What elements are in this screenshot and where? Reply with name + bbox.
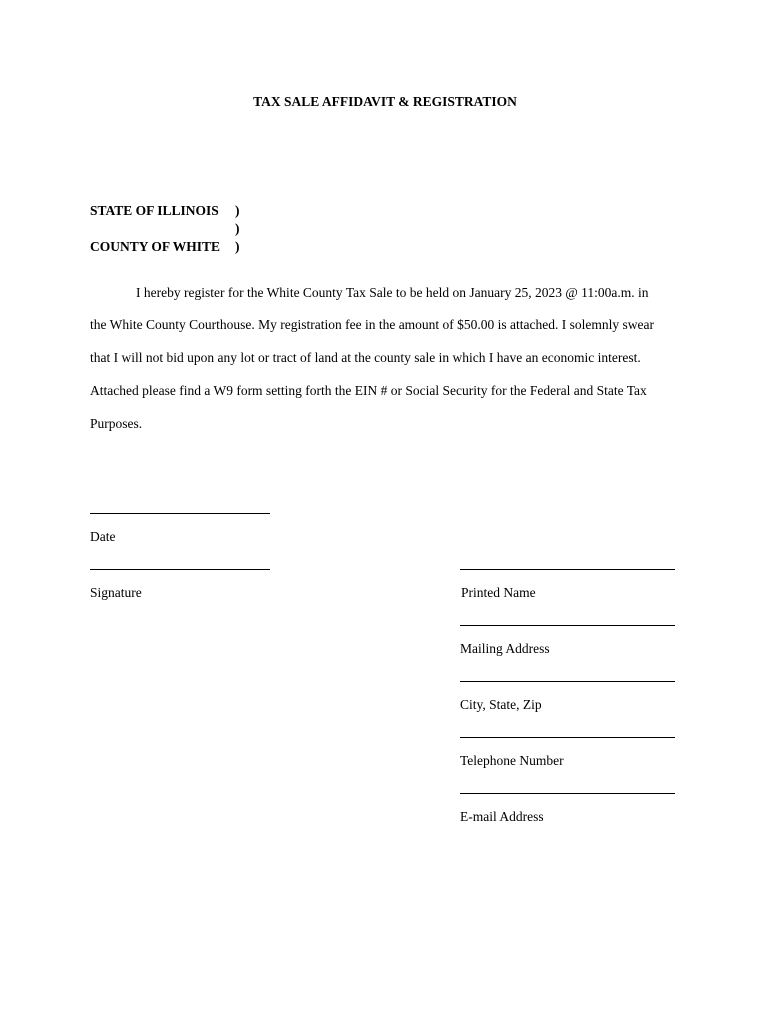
email-label: E-mail Address <box>460 809 544 824</box>
city-state-zip-label: City, State, Zip <box>460 697 542 712</box>
state-label: STATE OF ILLINOIS <box>90 203 219 218</box>
venue-paren-1: ) <box>235 203 240 218</box>
body-line-4: Attached please find a W9 form setting forth the EIN # or Social Security for the Federal and State Tax <box>90 383 647 398</box>
body-line-2: the White County Courthouse. My registration fee in the amount of $50.00 is attached. I solemnly swear <box>90 317 655 332</box>
body-line-1: I hereby register for the White County Tax Sale to be held on January 25, 2023 @ 11:00a.m. in <box>136 285 649 300</box>
date-label: Date <box>90 529 116 544</box>
email-line[interactable] <box>460 793 675 794</box>
mailing-address-line[interactable] <box>460 625 675 626</box>
date-line[interactable] <box>90 513 270 514</box>
venue-paren-3: ) <box>235 239 240 254</box>
signature-label: Signature <box>90 585 142 600</box>
venue-paren-2: ) <box>235 221 240 236</box>
document-title: TAX SALE AFFIDAVIT & REGISTRATION <box>253 94 517 109</box>
body-line-3: that I will not bid upon any lot or tract of land at the county sale in which I have an economic interest. <box>90 350 641 365</box>
city-state-zip-line[interactable] <box>460 681 675 682</box>
county-label: COUNTY OF WHITE <box>90 239 221 254</box>
signature-line[interactable] <box>90 569 270 570</box>
telephone-label: Telephone Number <box>460 753 564 768</box>
mailing-address-label: Mailing Address <box>460 641 550 656</box>
printed-name-line[interactable] <box>460 569 675 570</box>
printed-name-label: Printed Name <box>461 585 536 600</box>
body-line-5: Purposes. <box>90 416 143 431</box>
telephone-line[interactable] <box>460 737 675 738</box>
